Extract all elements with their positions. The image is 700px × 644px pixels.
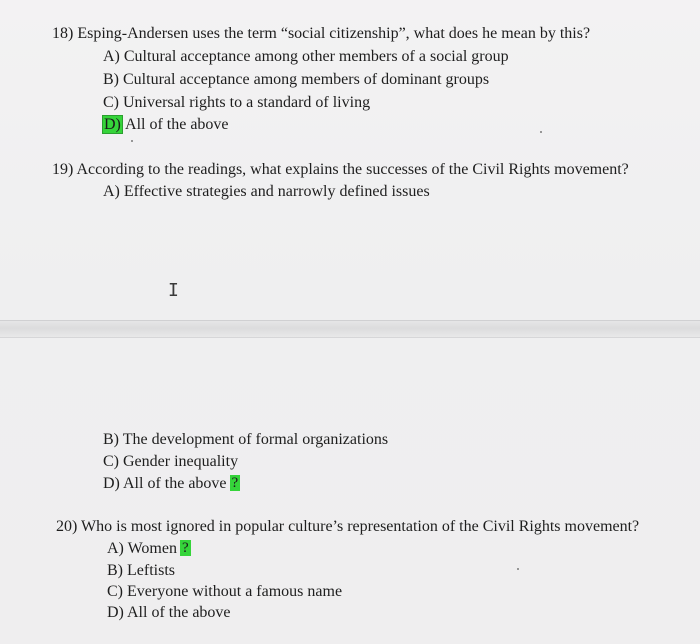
q18-option-c[interactable]: C) Universal rights to a standard of living [103, 94, 371, 111]
speck-mark [131, 140, 133, 142]
question-mark-highlight: ? [181, 540, 189, 556]
q18-option-a[interactable]: A) Cultural acceptance among other members of a social group [103, 48, 509, 65]
question-18: 18) Esping-Andersen uses the term “social citizenship”, what does he mean by this? [52, 25, 591, 42]
q18-option-b[interactable]: B) Cultural acceptance among members of dominant groups [103, 71, 490, 88]
q20-option-a-label: A) Women [107, 540, 177, 557]
question-19: 19) According to the readings, what explains the successes of the Civil Rights movement? [52, 161, 629, 178]
q18-option-d-highlight: D) [104, 116, 121, 133]
text-cursor-icon: I [168, 280, 179, 301]
q20-option-d[interactable]: D) All of the above [107, 604, 231, 621]
q19-option-d[interactable] [103, 473, 240, 495]
speck-mark [517, 568, 519, 570]
page-divider [0, 320, 700, 338]
q19-option-d-label: D) All of the above [103, 475, 227, 492]
q18-option-d-label: All of the above [121, 116, 229, 133]
q18-option-d[interactable] [103, 114, 229, 136]
question-mark-highlight: ? [231, 475, 239, 491]
q19-option-c[interactable]: C) Gender inequality [103, 453, 239, 470]
speck-mark [540, 131, 542, 133]
q19-option-b[interactable]: B) The development of formal organizations [103, 431, 389, 448]
q20-option-c[interactable]: C) Everyone without a famous name [107, 583, 343, 600]
q19-option-a[interactable]: A) Effective strategies and narrowly defined issues [103, 183, 430, 200]
q20-option-a[interactable] [107, 538, 191, 560]
question-20: 20) Who is most ignored in popular culture’s representation of the Civil Rights movement? [56, 518, 640, 535]
q20-option-b[interactable]: B) Leftists [107, 562, 175, 579]
